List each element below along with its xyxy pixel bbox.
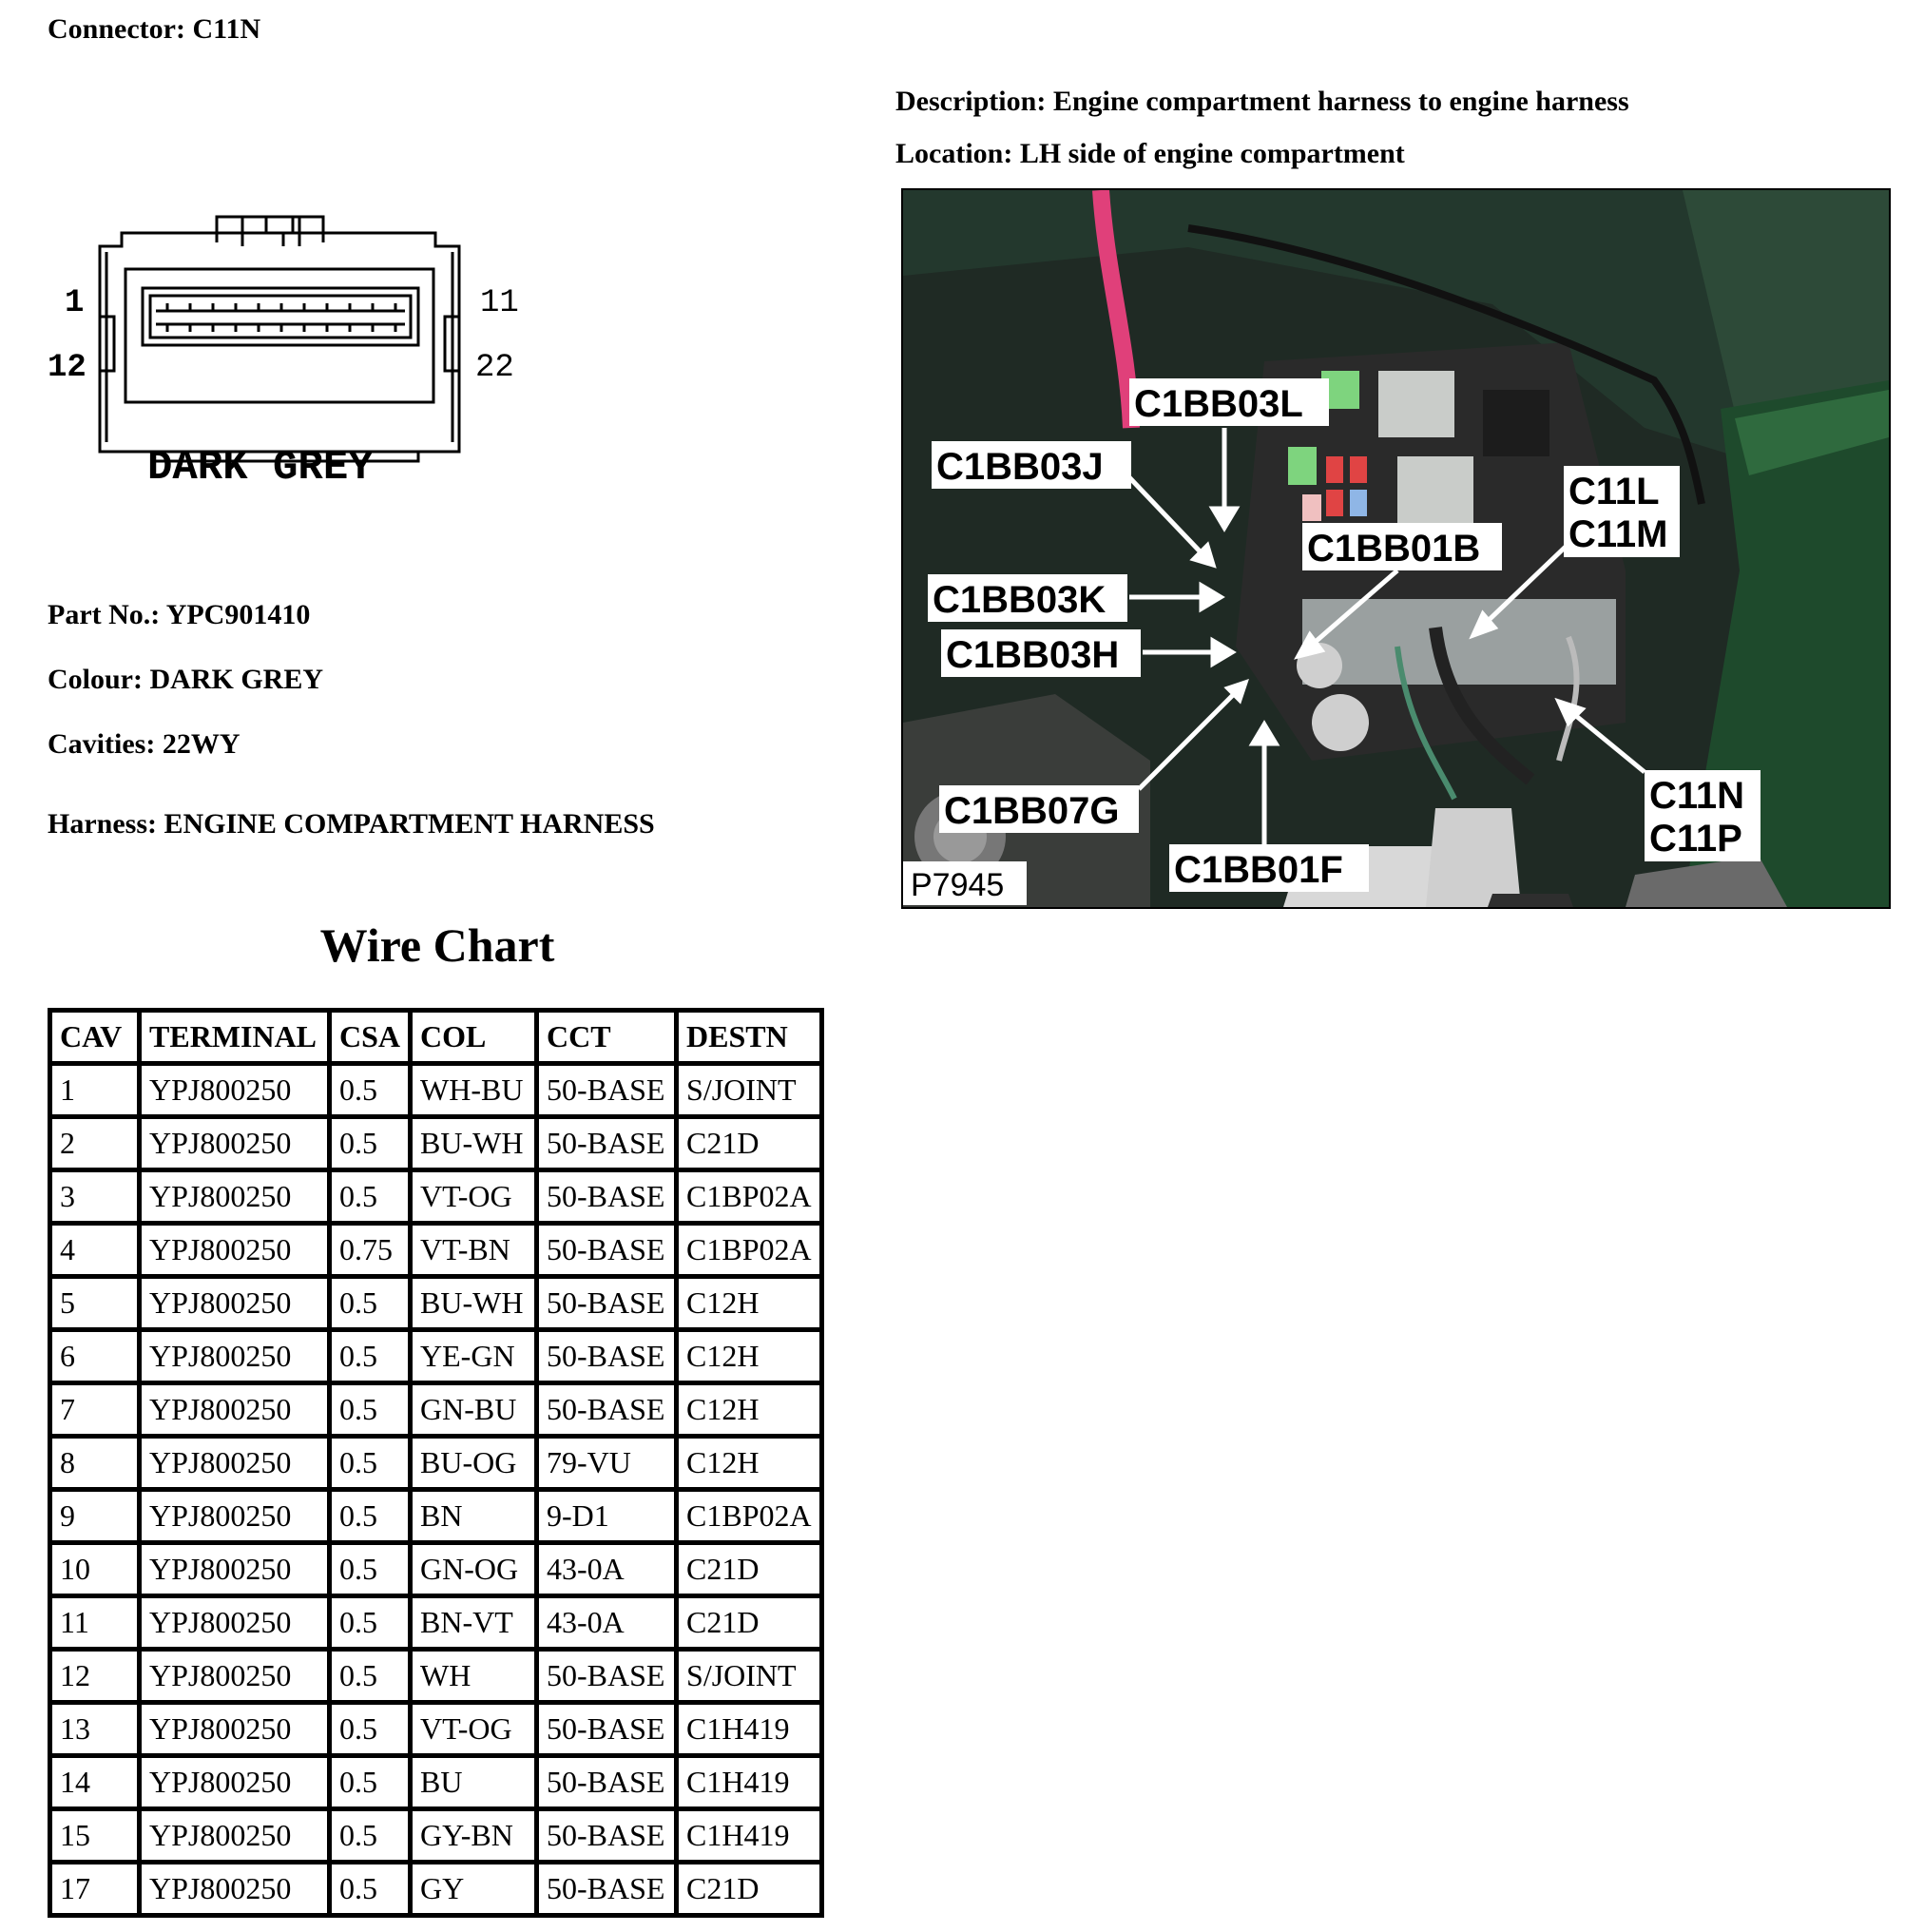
- cell-destn: S/JOINT: [679, 1652, 819, 1705]
- table-row: [52, 1652, 819, 1705]
- cell-csa: 0.5: [332, 1492, 413, 1545]
- table-row: [52, 1332, 819, 1385]
- cell-cct: 50-BASE: [539, 1811, 679, 1864]
- cell-terminal: YPJ800250: [142, 1066, 332, 1119]
- callout-c11l: C11L: [1568, 471, 1660, 512]
- cell-terminal: YPJ800250: [142, 1652, 332, 1705]
- cell-destn: C1H419: [679, 1811, 819, 1864]
- cell-cav: 7: [52, 1385, 142, 1439]
- description-label: Description:: [895, 86, 1047, 117]
- callout-c1bb01f: C1BB01F: [1174, 849, 1343, 891]
- cell-col: YE-GN: [413, 1332, 539, 1385]
- cell-csa: 0.5: [332, 1598, 413, 1652]
- table-row: [52, 1545, 819, 1598]
- pin-label-11: 11: [480, 285, 519, 321]
- cell-terminal: YPJ800250: [142, 1705, 332, 1758]
- cell-cct: 50-BASE: [539, 1705, 679, 1758]
- harness-value: ENGINE COMPARTMENT HARNESS: [164, 808, 655, 840]
- cell-col: GY-BN: [413, 1811, 539, 1864]
- cavities-value: 22WY: [162, 728, 241, 760]
- cell-col: WH-BU: [413, 1066, 539, 1119]
- engine-compartment-photo: [901, 188, 1891, 909]
- wire-chart-header-row: [52, 1013, 819, 1066]
- header-terminal: TERMINAL: [142, 1013, 332, 1066]
- cell-cct: 50-BASE: [539, 1279, 679, 1332]
- cell-col: GN-OG: [413, 1545, 539, 1598]
- cell-col: VT-OG: [413, 1172, 539, 1226]
- cell-col: VT-OG: [413, 1705, 539, 1758]
- cell-csa: 0.5: [332, 1545, 413, 1598]
- callout-c1bb03h: C1BB03H: [946, 634, 1120, 676]
- cell-destn: C21D: [686, 1871, 760, 1905]
- cell-destn: C12H: [679, 1332, 819, 1385]
- location-value: LH side of engine compartment: [1019, 138, 1405, 169]
- cell-cct: 50-BASE: [539, 1758, 679, 1811]
- cell-cct: 50-BASE: [539, 1172, 679, 1226]
- callout-c11n: C11N: [1649, 775, 1745, 817]
- callout-c1bb03j: C1BB03J: [936, 446, 1104, 488]
- cell-destn: C1H419: [679, 1758, 819, 1811]
- cell-cav: 4: [52, 1226, 142, 1279]
- table-row: [52, 1172, 819, 1226]
- cell-terminal: YPJ800250: [142, 1598, 332, 1652]
- diagram-caption: DARK GREY: [147, 444, 374, 490]
- header-destn: DESTN: [679, 1013, 819, 1066]
- part-no-value: YPC901410: [165, 599, 311, 630]
- cell-destn: C12H: [679, 1439, 819, 1492]
- cell-csa: 0.5: [332, 1758, 413, 1811]
- cell-terminal: YPJ800250: [142, 1492, 332, 1545]
- cell-destn: C21D: [679, 1598, 819, 1652]
- cell-cct: 50-BASE: [539, 1119, 679, 1172]
- callout-c1bb03k: C1BB03K: [933, 579, 1106, 621]
- cell-terminal: YPJ800250: [142, 1385, 332, 1439]
- cell-destn: C12H: [679, 1385, 819, 1439]
- connector-value: C11N: [192, 13, 261, 45]
- header-col: COL: [413, 1013, 539, 1066]
- cell-cct: 79-VU: [539, 1439, 679, 1492]
- header-csa: CSA: [332, 1013, 413, 1066]
- table-row: [52, 1864, 819, 1913]
- cell-csa: 0.5: [332, 1705, 413, 1758]
- cell-terminal: YPJ800250: [142, 1545, 332, 1598]
- cell-cav: 1: [52, 1066, 142, 1119]
- connector-field: [48, 13, 260, 46]
- cell-terminal: YPJ800250: [142, 1172, 332, 1226]
- cavities-label: Cavities:: [48, 728, 156, 760]
- cell-terminal: YPJ800250: [142, 1226, 332, 1279]
- cell-csa: 0.5: [332, 1385, 413, 1439]
- cell-csa: 0.5: [332, 1652, 413, 1705]
- cell-cav: 2: [52, 1119, 142, 1172]
- cell-csa: 0.5: [332, 1439, 413, 1492]
- description-field: [895, 86, 1629, 118]
- cell-terminal: YPJ800250: [142, 1279, 332, 1332]
- part-no-label: Part No.:: [48, 599, 161, 630]
- table-row: [52, 1119, 819, 1172]
- cell-cct: 50-BASE: [539, 1385, 679, 1439]
- wire-chart-table: [48, 1008, 824, 1918]
- cell-col: GY: [413, 1864, 539, 1913]
- description-value: Engine compartment harness to engine harness: [1052, 86, 1629, 117]
- cell-cav: 17: [52, 1864, 142, 1913]
- callout-c11m: C11M: [1568, 513, 1668, 555]
- table-row: [52, 1758, 819, 1811]
- cell-col: BU: [413, 1758, 539, 1811]
- cell-col: GN-BU: [413, 1385, 539, 1439]
- connector-label: Connector:: [48, 13, 185, 45]
- cell-cav: 9: [52, 1492, 142, 1545]
- table-row: [52, 1279, 819, 1332]
- cell-cct: 43-0A: [539, 1545, 679, 1598]
- cell-cav: 13: [52, 1705, 142, 1758]
- table-row: [52, 1226, 819, 1279]
- cell-csa: 0.5: [332, 1172, 413, 1226]
- cell-cct: 9-D1: [539, 1492, 679, 1545]
- photo-reference: P7945: [911, 867, 1005, 903]
- cell-cav: 11: [52, 1598, 142, 1652]
- cell-cct: 50-BASE: [539, 1066, 679, 1119]
- harness-field: [48, 808, 655, 840]
- cell-cct: 50-BASE: [539, 1864, 679, 1913]
- cell-csa: 0.5: [332, 1119, 413, 1172]
- cell-cct: 50-BASE: [539, 1652, 679, 1705]
- header-cav: CAV: [52, 1013, 142, 1066]
- colour-field: [48, 664, 323, 696]
- cell-col: VT-BN: [413, 1226, 539, 1279]
- table-row: [52, 1066, 819, 1119]
- location-label: Location:: [895, 138, 1013, 169]
- cell-cct: 43-0A: [539, 1598, 679, 1652]
- cell-destn: C1BP02A: [679, 1492, 819, 1545]
- table-row: [52, 1811, 819, 1864]
- wire-chart-title: Wire Chart: [319, 918, 555, 972]
- part-no-field: [48, 599, 310, 631]
- table-row: [52, 1385, 819, 1439]
- cell-col: BN: [413, 1492, 539, 1545]
- header-cct: CCT: [539, 1013, 679, 1066]
- cell-cct: 50-BASE: [539, 1332, 679, 1385]
- callout-c1bb01b: C1BB01B: [1307, 528, 1481, 570]
- cell-destn: C1BP02A: [679, 1172, 819, 1226]
- cell-destn: S/JOINT: [679, 1066, 819, 1119]
- cell-col: BU-WH: [413, 1279, 539, 1332]
- cell-destn: C12H: [679, 1279, 819, 1332]
- cell-destn: C1BP02A: [679, 1226, 819, 1279]
- cell-cav: 10: [52, 1545, 142, 1598]
- pin-label-1: 1: [65, 285, 85, 321]
- cell-csa: 0.5: [332, 1332, 413, 1385]
- cell-cav: 12: [52, 1652, 142, 1705]
- cell-col: WH: [413, 1652, 539, 1705]
- table-row: [52, 1439, 819, 1492]
- cavities-field: [48, 728, 240, 761]
- colour-value: DARK GREY: [149, 664, 324, 695]
- cell-terminal: YPJ800250: [142, 1811, 332, 1864]
- connector-diagram: [38, 204, 532, 490]
- cell-terminal: YPJ800250: [142, 1439, 332, 1492]
- cell-csa: 0.5: [332, 1279, 413, 1332]
- cell-col: BU-WH: [413, 1119, 539, 1172]
- cell-terminal: YPJ800250: [142, 1332, 332, 1385]
- cell-destn: C1H419: [679, 1705, 819, 1758]
- cell-col: BN-VT: [413, 1598, 539, 1652]
- pin-label-12: 12: [48, 350, 87, 386]
- cell-terminal: YPJ800250: [142, 1864, 332, 1913]
- cell-cct: 50-BASE: [539, 1226, 679, 1279]
- cell-terminal: YPJ800250: [142, 1758, 332, 1811]
- cell-csa: 0.5: [332, 1811, 413, 1864]
- cell-csa: 0.5: [332, 1864, 413, 1913]
- harness-label: Harness:: [48, 808, 157, 840]
- cell-csa: 0.5: [332, 1066, 413, 1119]
- colour-label: Colour:: [48, 664, 143, 695]
- cell-col: BU-OG: [413, 1439, 539, 1492]
- pin-label-22: 22: [475, 350, 514, 386]
- cell-csa: 0.75: [332, 1226, 413, 1279]
- callout-c11p: C11P: [1649, 818, 1742, 860]
- cell-destn: C21D: [679, 1119, 819, 1172]
- cell-destn: C21D: [679, 1545, 819, 1598]
- location-field: [895, 138, 1405, 170]
- cell-cav: 5: [52, 1279, 142, 1332]
- cell-cav: 15: [52, 1811, 142, 1864]
- table-row: [52, 1705, 819, 1758]
- callout-c1bb03l: C1BB03L: [1134, 383, 1303, 425]
- callout-c1bb07g: C1BB07G: [944, 790, 1120, 832]
- cell-cav: 8: [52, 1439, 142, 1492]
- table-row: [52, 1598, 819, 1652]
- wire-chart-body: [52, 1066, 819, 1913]
- cell-cav: 3: [52, 1172, 142, 1226]
- table-row: [52, 1492, 819, 1545]
- cell-cav: 6: [52, 1332, 142, 1385]
- cell-terminal: YPJ800250: [142, 1119, 332, 1172]
- cell-cav: 14: [52, 1758, 142, 1811]
